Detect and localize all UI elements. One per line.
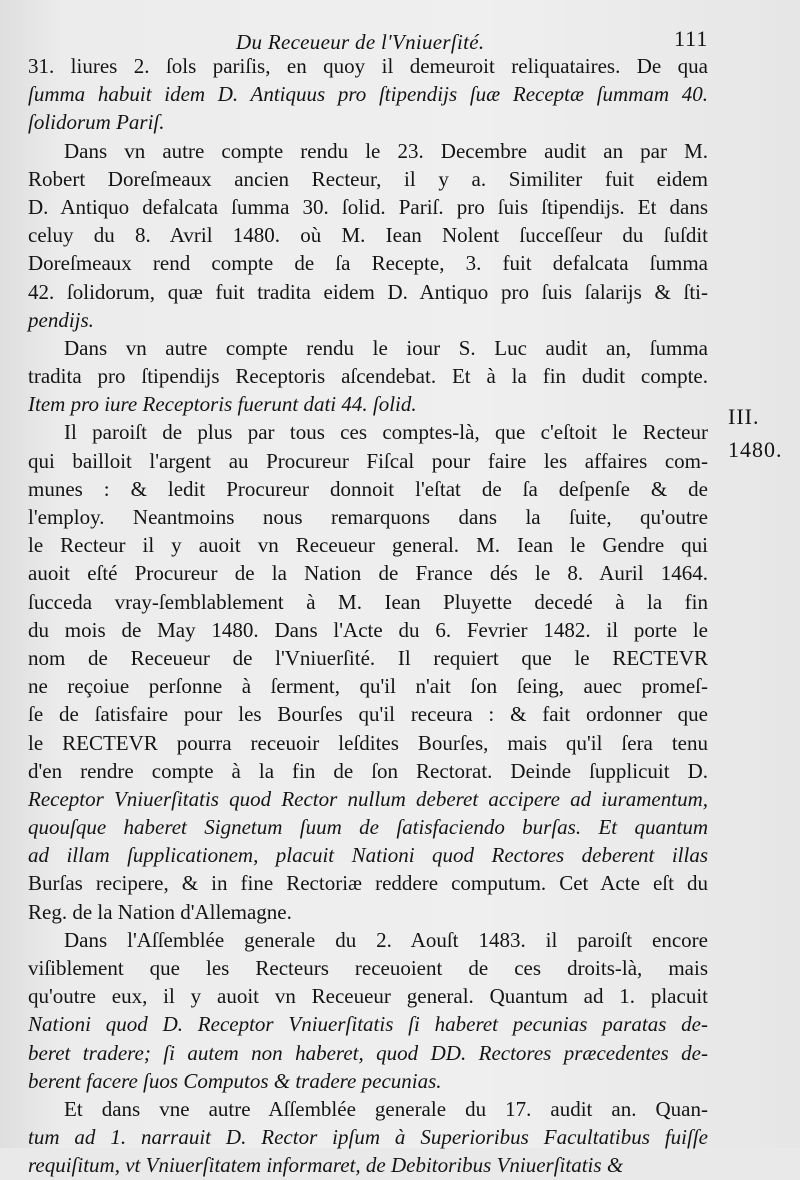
running-head (0, 24, 800, 54)
text-line: Reg. de la Nation d'Allemagne. (28, 899, 292, 924)
text-line: Item pro iure Receptoris fuerunt dati 44. ſolid. (28, 392, 417, 417)
text-line: d'en rendre compte à la fin de ſon Rectorat. Deinde ſupplicuit D. (28, 758, 708, 783)
text-line: ad illam ſupplicationem, placuit Nationi quod Rectores deberent illas (28, 843, 708, 868)
text-line: Nationi quod D. Receptor Vniuerſitatis ſi haberet pecunias paratas de- (28, 1012, 708, 1037)
text-line: qu'outre eux, il y auoit vn Receueur general. Quantum ad 1. placuit (28, 984, 708, 1009)
text-line: celuy du 8. Avril 1480. où M. Iean Nolent ſucceſſeur du ſuſdit (28, 223, 708, 248)
text-line: le RECTEVR pourra receuoir leſdites Bourſes, mais qu'il ſera tenu (28, 730, 708, 755)
text-line: berent facere ſuos Computos & tradere pecunias. (28, 1068, 442, 1093)
text-line: quouſque haberet Signetum ſuum de ſatisfaciendo burſas. Et quantum (28, 815, 708, 840)
text-line: ſumma habuit idem D. Antiquus pro ſtipendijs ſuæ Receptæ ſummam 40. (28, 82, 708, 107)
text-line: auoit eſté Procureur de la Nation de France dés le 8. Auril 1464. (28, 561, 708, 586)
running-title: Du Receueur de l'Vniuerſité. (236, 30, 485, 54)
text-line: l'employ. Neantmoins nous remarquons dans la ſuite, qu'outre (28, 505, 708, 529)
text-line: ſucceda vray-ſemblablement à M. Iean Pluyette decedé à la fin (28, 589, 708, 614)
text-line: le Recteur il y auoit vn Receueur general. M. Iean le Gendre qui (28, 533, 708, 558)
text-line: du mois de May 1480. Dans l'Acte du 6. Fevrier 1482. il porte le (28, 617, 708, 642)
text-line: 42. ſolidorum, quæ fuit tradita eidem D. Antiquo pro ſuis ſalarijs & ſti- (28, 279, 708, 304)
text-line: Il paroiſt de plus par tous ces comptes-là, que c'eſtoit le Recteur (64, 420, 708, 445)
text-line: munes : & ledit Procureur donnoit l'eſtat de ſa deſpenſe & de (28, 476, 708, 501)
text-line: viſiblement que les Recteurs receuoient de ces droits-là, mais (28, 956, 708, 980)
text-line: Dans vn autre compte rendu le iour S. Luc audit an, ſumma (64, 335, 708, 360)
body-text (28, 52, 708, 1180)
text-line: ſe de ſatisfaire pour les Bourſes qu'il receura : & fait ordonner que (28, 702, 708, 727)
text-line: Dans l'Aſſemblée generale du 2. Aouſt 1483. il paroiſt encore (64, 927, 708, 952)
text-line: tum ad 1. narrauit D. Rector ipſum à Superioribus Facultatibus fuiſſe (28, 1125, 708, 1150)
page-number: 111 (674, 26, 709, 51)
text-line: Dans vn autre compte rendu le 23. Decembre audit an par M. (64, 138, 708, 163)
text-line: requiſitum, vt Vniuerſitatem informaret, de Debitoribus Vniuerſitatis & (28, 1153, 624, 1178)
text-line: D. Antiquo defalcata ſumma 30. ſolid. Pariſ. pro ſuis ſtipendijs. Et dans (28, 194, 708, 219)
text-line: beret tradere; ſi autem non haberet, quod DD. Rectores præcedentes de- (28, 1040, 708, 1065)
text-line: Et dans vne autre Aſſemblée generale du 17. audit an. Quan- (64, 1096, 708, 1121)
text-line: pendijs. (28, 307, 94, 332)
text-line: nom de Receueur de l'Vniuerſité. Il requiert que le RECTEVR (28, 645, 708, 670)
text-line: qui bailloit l'argent au Procureur Fiſcal pour faire les affaires com- (28, 448, 708, 473)
text-line: Robert Doreſmeaux ancien Recteur, il y a. Similiter fuit eidem (28, 166, 708, 191)
margin-note-section: III. (728, 404, 760, 429)
text-line: Burſas recipere, & in fine Rectoriæ reddere computum. Cet Acte eſt du (28, 871, 708, 896)
text-line: ſolidorum Pariſ. (28, 110, 165, 135)
text-line: tradita pro ſtipendijs Receptoris aſcendebat. Et à la fin dudit compte. (28, 364, 708, 389)
text-line: 31. liures 2. ſols pariſis, en quoy il demeuroit reliquataires. De qua (28, 54, 708, 78)
text-line: Receptor Vniuerſitatis quod Rector nullum deberet accipere ad iuramentum, (28, 786, 708, 811)
margin-note-year: 1480. (728, 437, 783, 462)
text-line: ne reçoiue perſonne à ſerment, qu'il n'ait ſon ſeing, auec promeſ- (28, 674, 708, 699)
text-line: Doreſmeaux rend compte de ſa Recepte, 3. fuit defalcata ſumma (28, 251, 708, 276)
